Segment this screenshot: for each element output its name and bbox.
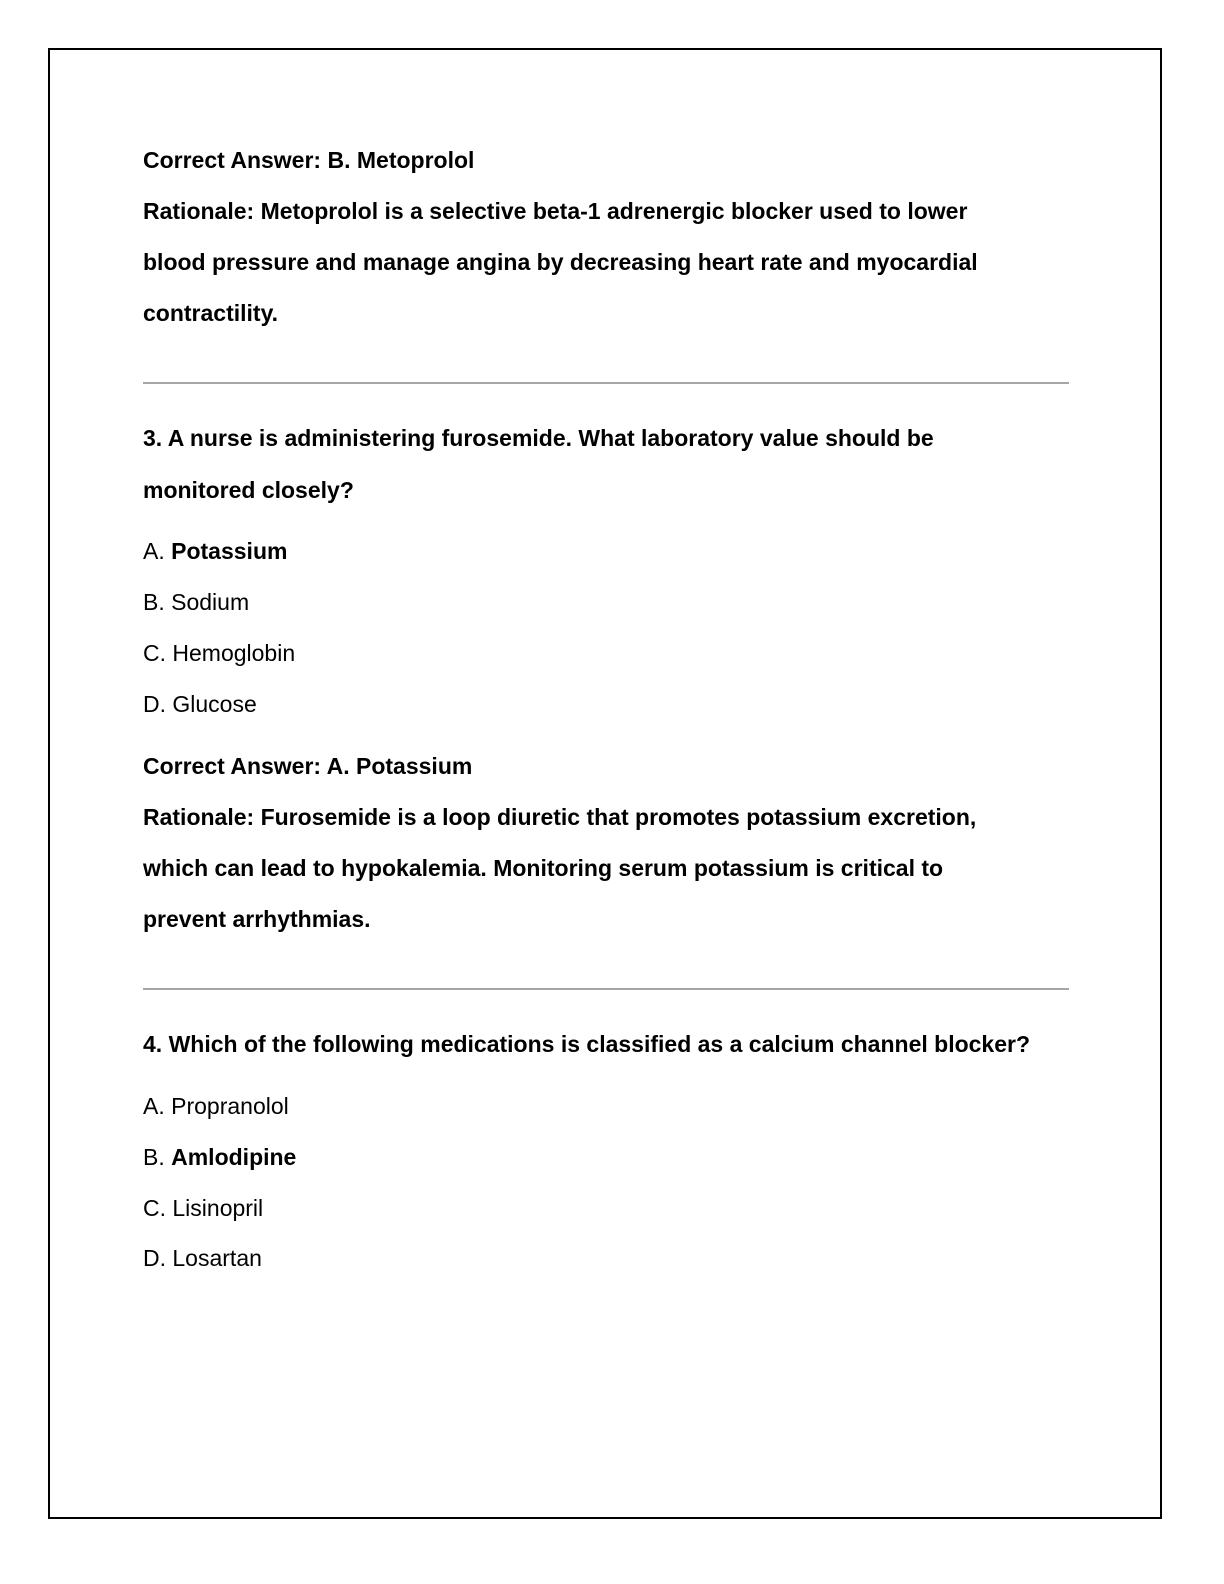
option-text: Amlodipine — [171, 1144, 297, 1170]
rationale-line: which can lead to hypokalemia. Monitoring serum potassium is critical to — [143, 855, 944, 881]
option-c — [143, 639, 295, 667]
option-letter: D. — [143, 1245, 166, 1271]
option-d — [143, 1244, 262, 1272]
option-letter: D. — [143, 691, 166, 717]
option-letter: C. — [143, 640, 166, 666]
rationale-line: blood pressure and manage angina by decreasing heart rate and myocardial — [143, 249, 978, 275]
rationale-line: contractility. — [143, 300, 279, 326]
option-text: Losartan — [172, 1245, 262, 1271]
option-b — [143, 1143, 296, 1171]
rationale-line: prevent arrhythmias. — [143, 906, 371, 932]
option-letter: A. — [143, 538, 165, 564]
correct-answer-q3: Correct Answer: A. Potassium — [143, 753, 473, 779]
option-a — [143, 1092, 289, 1120]
correct-answer-q2: Correct Answer: B. Metoprolol — [143, 147, 475, 173]
option-letter: B. — [143, 589, 165, 615]
option-letter: B. — [143, 1144, 165, 1170]
rationale-line: Rationale: Furosemide is a loop diuretic that promotes potassium excretion, — [143, 804, 977, 830]
option-text: Sodium — [171, 589, 250, 615]
option-text: Potassium — [171, 538, 288, 564]
option-letter: A. — [143, 1093, 165, 1119]
option-d — [143, 690, 257, 718]
option-a — [143, 537, 287, 565]
question-3-line: monitored closely? — [143, 477, 354, 503]
question-4-line: 4. Which of the following medications is classified as a calcium channel blocker? — [143, 1031, 1031, 1057]
section-divider — [143, 382, 1069, 384]
option-c — [143, 1194, 263, 1222]
option-text: Hemoglobin — [172, 640, 296, 666]
question-3-line: 3. A nurse is administering furosemide. What laboratory value should be — [143, 425, 934, 451]
option-text: Glucose — [172, 691, 257, 717]
option-b — [143, 588, 249, 616]
option-text: Lisinopril — [172, 1195, 264, 1221]
rationale-line: Rationale: Metoprolol is a selective beta-1 adrenergic blocker used to lower — [143, 198, 968, 224]
option-text: Propranolol — [171, 1093, 289, 1119]
option-letter: C. — [143, 1195, 166, 1221]
section-divider — [143, 988, 1069, 990]
